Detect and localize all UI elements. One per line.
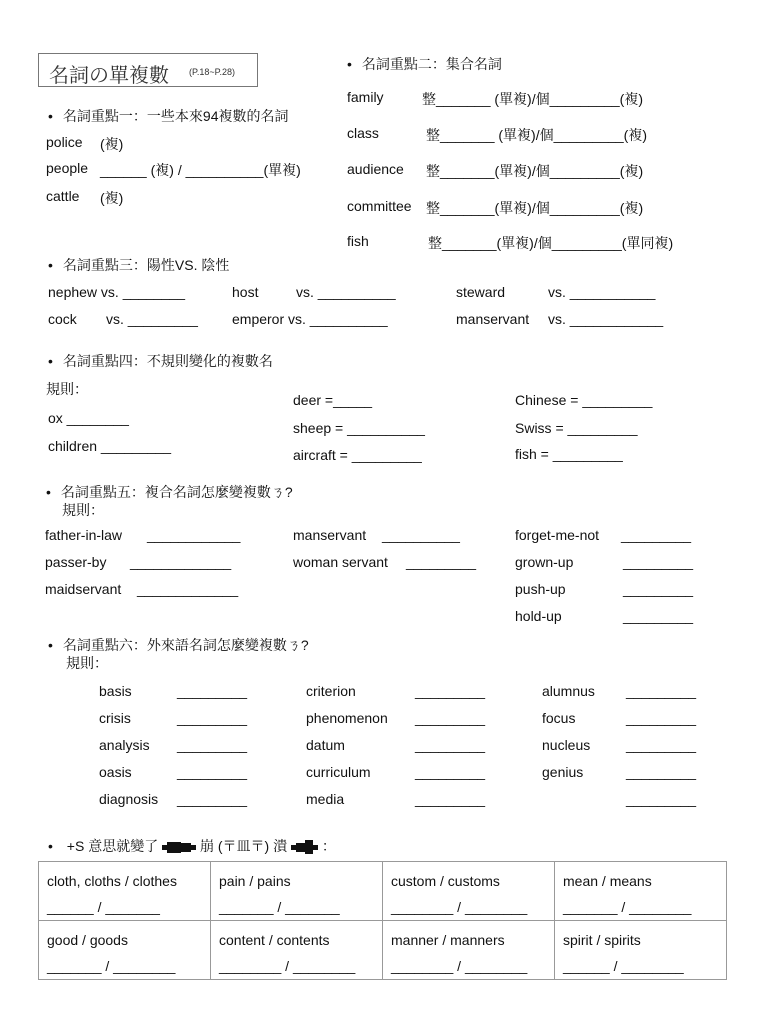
sec4-item: Swiss = _________ [515,420,638,436]
sec2-row-rest: 整_______(單複)/個_________(複) [426,163,644,179]
sec5-word: woman servant [293,554,388,570]
sec5-blank: _____________ [137,581,239,597]
sec6-word: focus [542,710,576,726]
sec7-heading-text: +S 意思就變了 [66,838,159,854]
cell-blank: ______ / ________ [563,958,684,974]
sec1-row-word: police [46,134,83,150]
sec5-blank: _____________ [130,554,232,570]
sec5-word: grown-up [515,554,574,570]
sec5-heading: • 名詞重點五：複合名詞怎麼變複數ㄋ? [46,482,293,502]
sec2-row-rest: 整_______ (單複)/個_________(複) [426,127,648,143]
sec5-blank: _________ [623,554,694,570]
sec4-item: sheep = __________ [293,420,425,436]
sec4-item: ox ________ [48,410,129,426]
sec6-word: diagnosis [99,791,159,807]
sec4-item: aircraft = _________ [293,447,422,463]
sec5-word: maidservant [45,581,122,597]
sec3-word: host [232,284,259,300]
sec7-heading-text: 潰 [273,838,288,854]
blocks-decoration [296,843,305,852]
cell-blank: ________ / ________ [219,958,356,974]
table-cell [383,862,555,921]
sec2-heading: • 名詞重點二：集合名詞 [347,54,502,74]
sec6-blank: _________ [415,683,486,699]
blocks-decoration [191,845,196,850]
sec6-word: media [306,791,345,807]
sec5-blank: _________ [406,554,477,570]
sec3-blank: vs. __________ [296,284,396,300]
sec6-word: basis [99,683,132,699]
sec6-blank: _________ [415,764,486,780]
sec1-row-rest: (複) [100,190,124,206]
sec6-blank: _________ [626,791,697,807]
cell-blank: _______ / ________ [563,899,692,915]
sec1-row-word: cattle [46,188,80,204]
sec7-heading-text: ： [321,838,336,854]
sec5-blank: _________ [623,608,694,624]
sec6-word: criterion [306,683,356,699]
sec6-blank: _________ [626,764,697,780]
sec4-item: deer =_____ [293,392,373,408]
sec3-pair: nephew vs. ________ [48,284,185,300]
plural-meaning-table [38,861,727,980]
sec6-heading: • 名詞重點六：外來語名詞怎麼變複數ㄋ? [48,635,309,655]
sec6-blank: _________ [626,683,697,699]
sec3-pair: emperor vs. __________ [232,311,388,327]
cell-pair: spirit / spirits [563,932,641,948]
sec1-row-rest: ______ (複) / __________(單複) [100,162,301,178]
blocks-decoration [167,842,181,853]
sec6-blank: _________ [177,683,248,699]
sec6-word: genius [542,764,584,780]
table-cell [39,862,211,921]
sec6-word: analysis [99,737,150,753]
sec7-heading-text: 崩 [199,838,214,854]
sec3-word: cock [48,311,77,327]
sec4-item: Chinese = _________ [515,392,653,408]
sec5-blank: __________ [382,527,460,543]
cell-blank: _______ / ________ [47,958,176,974]
blocks-decoration [313,845,318,850]
sec6-word: nucleus [542,737,591,753]
sec6-blank: _________ [177,737,248,753]
sec6-blank: _________ [415,791,486,807]
cell-pair: content / contents [219,932,330,948]
cell-pair: mean / means [563,873,652,889]
sec3-heading: • 名詞重點三：陽性VS. 陰性 [48,255,229,275]
sec5-word: push-up [515,581,566,597]
sec3-blank: vs. _________ [106,311,198,327]
sec6-blank: _________ [177,791,248,807]
cell-blank: ________ / ________ [391,899,528,915]
cell-pair: pain / pains [219,873,291,889]
sec7-heading-face: (〒皿〒) [217,838,270,854]
cell-pair: cloth, cloths / clothes [47,873,177,889]
cell-blank: _______ / _______ [219,899,340,915]
sec3-blank: vs. ____________ [548,311,664,327]
cell-pair: custom / customs [391,873,500,889]
sec6-blank: _________ [177,710,248,726]
sec6-blank: _________ [415,710,486,726]
sec2-row-word: committee [347,198,412,214]
worksheet-title: 名詞の單複數 [49,65,169,87]
sec5-word: manservant [293,527,367,543]
sec1-row-rest: (複) [100,136,124,152]
sec6-word: curriculum [306,764,371,780]
sec5-word: forget-me-not [515,527,600,543]
sec5-blank: _________ [623,581,694,597]
sec2-row-word: class [347,125,379,141]
sec6-blank: _________ [626,710,697,726]
sec1-heading: • 名詞重點一：一些本來94複數的名詞 [48,106,288,126]
cell-blank: ________ / ________ [391,958,528,974]
sec6-word: crisis [99,710,131,726]
sec2-row-word: fish [347,233,369,249]
sec2-row-rest: 整_______(單複)/個_________(複) [426,200,644,216]
table-cell [211,921,383,980]
table-row [39,921,727,980]
sec7-heading [48,836,336,856]
cell-blank: ______ / _______ [47,899,160,915]
sec5-word: passer-by [45,554,107,570]
sec6-word: oasis [99,764,132,780]
sec1-row-word: people [46,160,89,176]
sec5-blank: _________ [621,527,692,543]
sec6-blank: _________ [626,737,697,753]
sec3-word: manservant [456,311,530,327]
table-cell [39,921,211,980]
sec6-blank: _________ [177,764,248,780]
cell-pair: manner / manners [391,932,505,948]
table-row [39,862,727,921]
sec3-blank: vs. ___________ [548,284,656,300]
table-cell [555,921,727,980]
sec2-row-word: family [347,89,384,105]
sec4-rule-label: 規則： [46,381,88,397]
title-box [38,53,258,87]
sec2-row-rest: 整_______ (單複)/個_________(複) [422,91,644,107]
blocks-decoration [305,840,313,854]
table-cell [555,862,727,921]
sec5-word: father-in-law [45,527,123,543]
sec4-item: children _________ [48,438,171,454]
sec2-row-rest: 整_______(單複)/個_________(單同複) [428,235,674,251]
sec6-blank: _________ [415,737,486,753]
sec3-word: steward [456,284,506,300]
sec5-word: hold-up [515,608,562,624]
table-cell [383,921,555,980]
sec4-heading: • 名詞重點四：不規則變化的複數名 [48,351,273,371]
page-range: (P.18~P.28) [189,67,235,77]
sec6-word: phenomenon [306,710,388,726]
sec6-word: datum [306,737,345,753]
table-cell [211,862,383,921]
cell-pair: good / goods [47,932,128,948]
sec2-row-word: audience [347,161,404,177]
sec6-rule-label: 規則： [66,655,108,671]
sec6-word: alumnus [542,683,595,699]
blocks-decoration [181,843,191,852]
sec4-item: fish = _________ [515,446,623,462]
sec5-rule-label: 規則： [62,502,104,518]
sec5-blank: ____________ [147,527,241,543]
